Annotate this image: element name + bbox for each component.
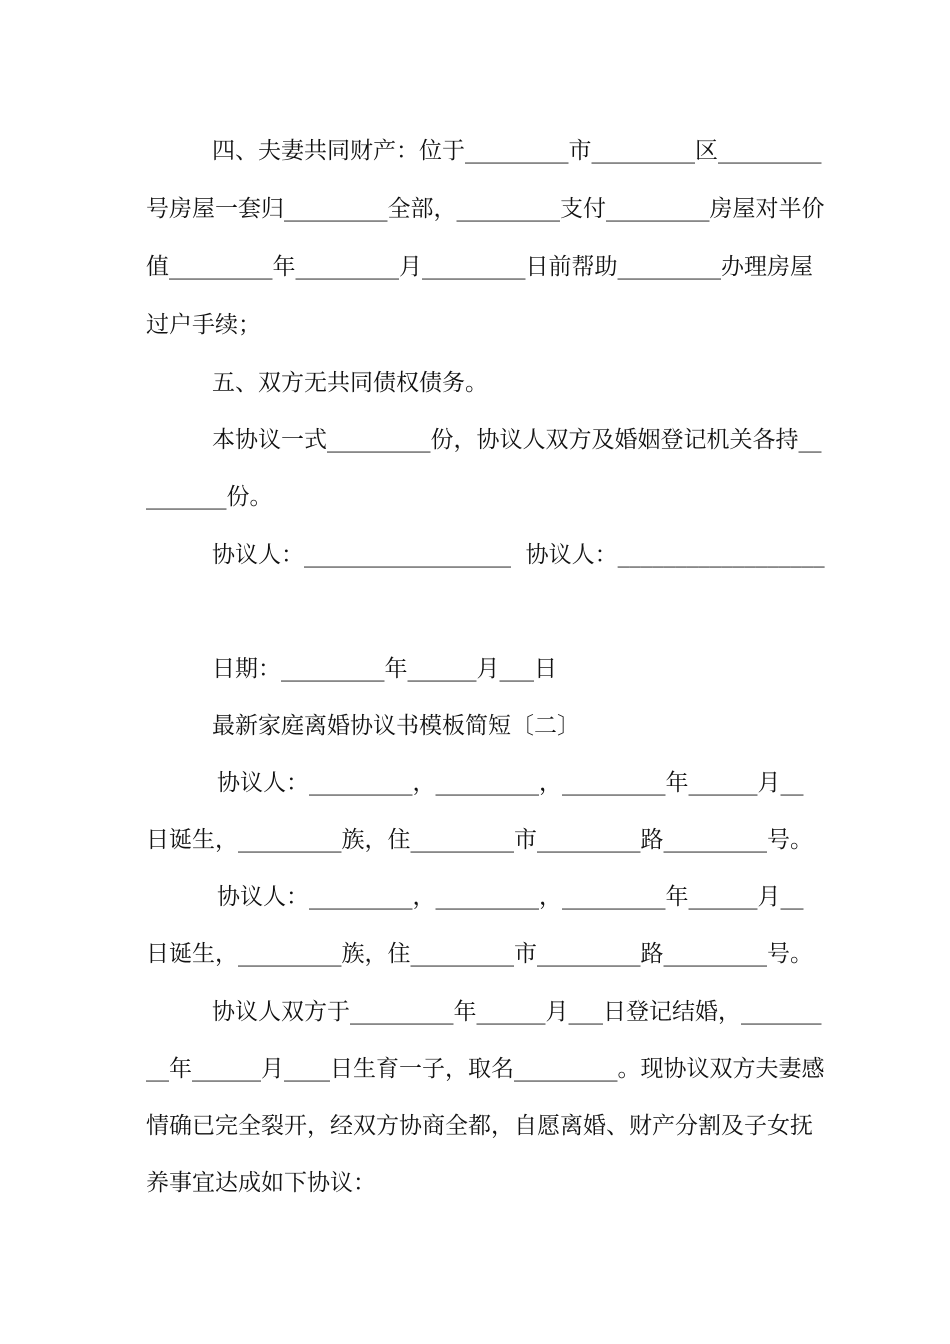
clause-4-line-1: 四、夫妻共同财产：位于_________市_________区_________ <box>212 138 822 164</box>
signatories-line: 协议人：__________________ 协议人：__________________ <box>212 542 825 568</box>
clause-4-line-4: 过户手续； <box>146 312 261 338</box>
marriage-line-4: 养事宜达成如下协议： <box>146 1170 376 1196</box>
marriage-line-2: __年______月____日生育一子，取名_________。现协议双方夫妻感 <box>146 1056 825 1082</box>
copies-line-1: 本协议一式_________份，协议人双方及婚姻登记机关各持__ <box>212 427 822 453</box>
clause-4-line-2: 号房屋一套归_________全部，_________支付_________房屋对半价 <box>146 196 825 222</box>
party-1-line-2: 日诞生，_________族，住_________市_________路_________号。 <box>146 827 813 853</box>
date-line: 日期：_________年______月___日 <box>212 656 557 682</box>
clause-5: 五、双方无共同债权债务。 <box>212 370 488 396</box>
party-2-line-1: 协议人：_________，_________，_________年______月__ <box>217 884 804 910</box>
party-2-line-2: 日诞生，_________族，住_________市_________路_________号。 <box>146 941 813 967</box>
clause-4-line-3: 值_________年_________月_________日前帮助_________办理房屋 <box>146 254 813 280</box>
marriage-line-3: 情确已完全裂开，经双方协商全都，自愿离婚、财产分割及子女抚 <box>146 1113 813 1139</box>
party-1-line-1: 协议人：_________，_________，_________年______月__ <box>217 770 804 796</box>
marriage-line-1: 协议人双方于_________年______月___日登记结婚，_______ <box>212 999 822 1025</box>
copies-line-2: _______份。 <box>146 484 273 510</box>
section-title: 最新家庭离婚协议书模板简短〔二〕 <box>212 713 580 739</box>
